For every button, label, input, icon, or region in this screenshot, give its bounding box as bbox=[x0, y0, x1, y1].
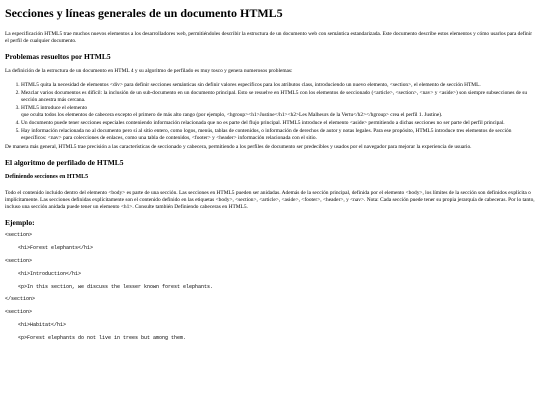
list-item bbox=[21, 105, 536, 119]
code-line: <p>Forest elephants do not live in trees but among them. bbox=[18, 334, 187, 341]
code-line: <section> bbox=[5, 309, 33, 316]
code-line: <h1>Habitat</h1> bbox=[18, 322, 67, 329]
list-item-detail: que oculta todos los elementos de cabecera excepto el primero de más alto rango (por ejemplo, <hgroup><h1>Justine</h1><h2>Les Malheurs de la Vertu</h2></hgroup> crea el perfil 1. Justine). bbox=[21, 112, 443, 119]
algorithm-heading: El algoritmo de perfilado de HTML5 bbox=[5, 158, 124, 168]
list-item: 5. Hay información relacionada no al documento pero sí al sitio entero, como logos, menús, tablas de contenidos, o información de derechos de autor y notas legales. Para ese propósito, HTML5 introduce tres elementos de sección específicos: <nav> para colecciones de enlaces, como una tabla de contenidos, <footer> y <header> información relacionada con el sitio. bbox=[21, 128, 536, 142]
code-line: <section> bbox=[5, 258, 33, 265]
problems-heading: Problemas resueltos por HTML5 bbox=[5, 52, 111, 62]
code-line: </section> bbox=[5, 296, 36, 303]
code-example bbox=[5, 233, 536, 348]
code-line: <section> bbox=[5, 232, 33, 239]
code-line: <h1>Forest elephants</h1> bbox=[18, 245, 94, 252]
intro-paragraph: La especificación HTML5 trae muchos nuevos elementos a los desarrolladores web, permitiéndoles describir la estructura de un documento web con semántica estandarizada. Este documento describe estos elementos y cómo usarlos para definir el perfil de cualquier documento. bbox=[5, 31, 533, 45]
list-item-text: HTML5 introduce el elemento bbox=[21, 105, 88, 112]
list-item: 4. Un documento puede tener secciones especiales conteniendo información relacionada que no es parte del flujo principal. HTML5 introduce el elemento <aside> permitiendo a dichas secciones no ser parte del perfil principal. bbox=[21, 120, 536, 127]
algorithm-subheading: Definiendo secciones en HTML5 bbox=[5, 173, 89, 180]
summary-paragraph: De manera más general, HTML5 trae precisión a las características de seccionado y cabecera, permitiendo a los perfiles de documento ser predecibles y usados por el navegador para mejorar la experiencia de usuario. bbox=[5, 144, 472, 151]
algorithm-paragraph: Todo el contenido incluido dentro del elemento <body> es parte de una sección. Las secciones en HTML5 pueden ser anidadas. Además de la sección principal, definida por el elemento <body>, los límites de la sección son definidos explícita o implícitamente. Las secciones definidas explícitamente son el contenido definido en las etiquetas <body>, <section>, <article>, <aside>, <footer>, <header>, y <nav>. Nota: Cada sección puede tener su propia jerarquía de cabeceras. Por lo tanto, incluso una sección anidada puede tener un elemento <h1>. Consulte también Definiendo cabeceras en HTML5. bbox=[5, 189, 535, 210]
code-line: <h1>Introduction</h1> bbox=[18, 270, 82, 277]
code-line: <p>In this section, we discuss the lesser known forest elephants. bbox=[18, 283, 214, 290]
example-heading: Ejemplo: bbox=[5, 217, 35, 227]
page-title: Secciones y líneas generales de un documento HTML5 bbox=[5, 6, 283, 20]
problems-list bbox=[5, 82, 536, 142]
list-item: 1. HTML5 quita la necesidad de elementos <div> para definir secciones semánticas sin definir valores específicos para los atributos class, introduciendo un nuevo elemento, <section>, el elemento de sección HTML. bbox=[21, 82, 536, 89]
list-item: 2. Mezclar varios documentos es difícil: la inclusión de un sub-documento en un documento principal. Esto se resuelve en HTML5 con los elementos de seccionado (<article>, <section>, <nav> y <aside>) son siempre subsecciones de su sección ancestra más cercana. bbox=[21, 90, 536, 104]
problems-lead: La definición de la estructura de un documento en HTML 4 y su algoritmo de perfilado es muy tosco y genera numerosos problemas: bbox=[5, 67, 293, 74]
